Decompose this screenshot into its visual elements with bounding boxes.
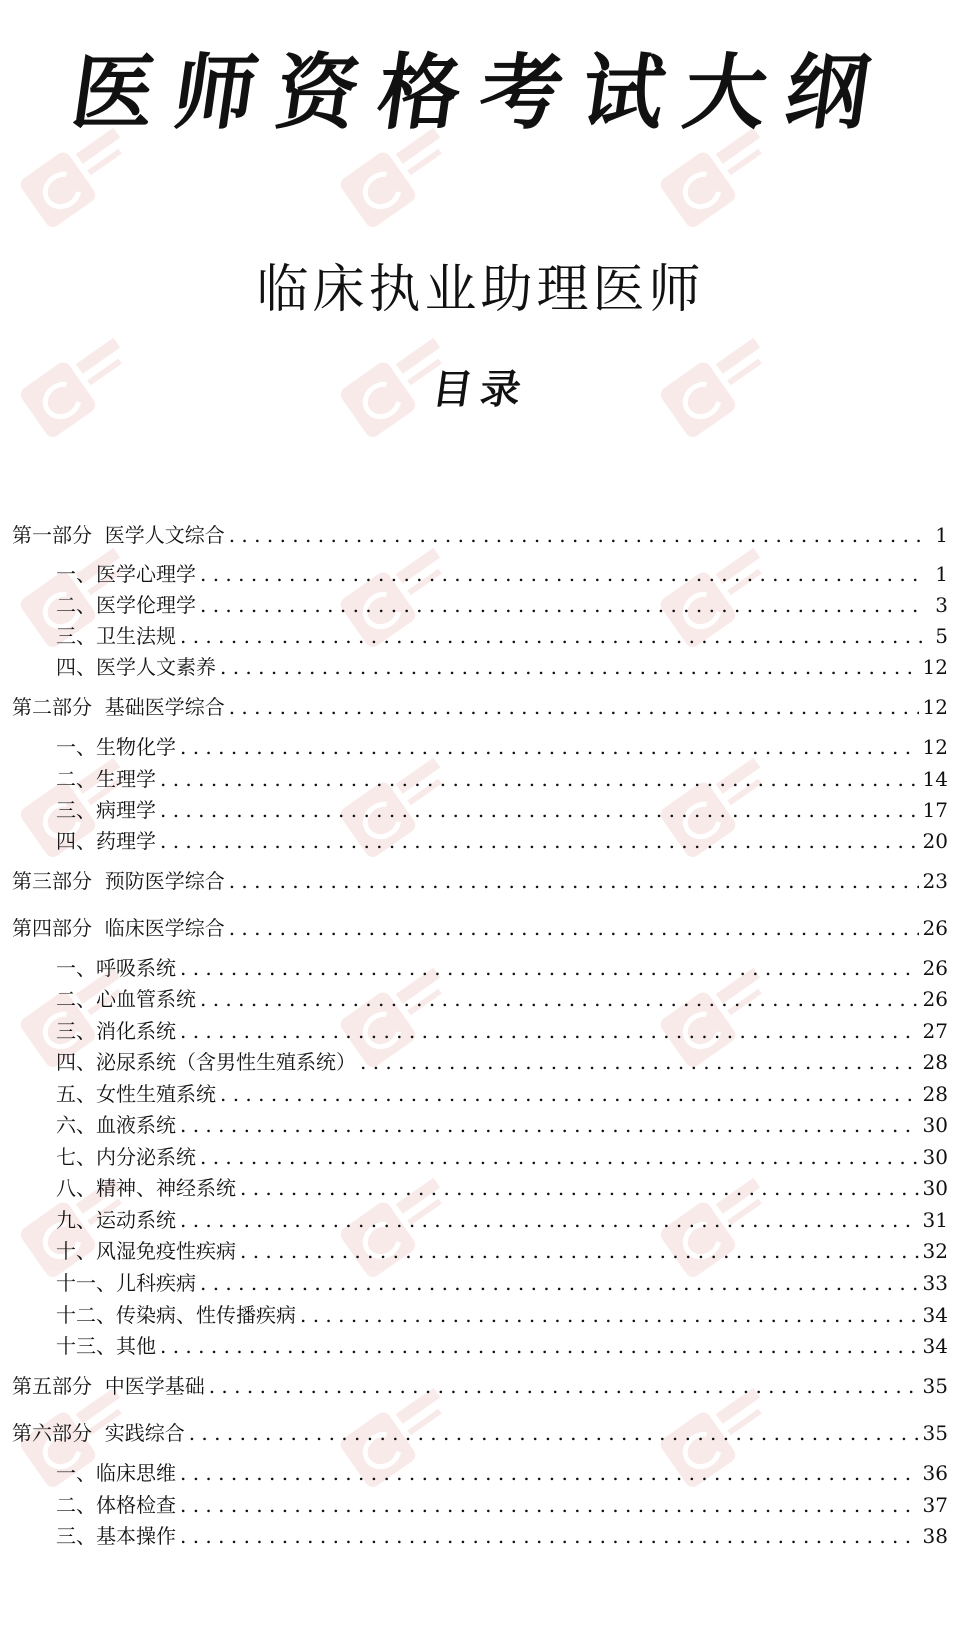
toc-leader-dots <box>180 953 919 983</box>
page-subtitle: 临床执业助理医师 <box>256 260 705 320</box>
toc-entry-label: 九、运动系统 <box>56 1208 176 1232</box>
toc-entry-chapter[interactable] <box>56 1268 948 1298</box>
toc-page-number: 12 <box>922 695 948 719</box>
toc-entry-chapter[interactable] <box>56 1079 948 1109</box>
toc-page-number: 28 <box>922 1050 948 1074</box>
toc-entry-label: 第二部分 基础医学综合 <box>12 695 225 719</box>
toc-entry-chapter[interactable] <box>56 1205 948 1235</box>
toc-page-number: 23 <box>922 869 948 893</box>
toc-page-number: 26 <box>922 987 948 1011</box>
toc-entry-part[interactable] <box>12 1418 948 1448</box>
toc-entry-chapter[interactable] <box>56 953 948 983</box>
toc-entry-label: 第六部分 实践综合 <box>12 1421 185 1445</box>
toc-entry-chapter[interactable] <box>56 621 948 651</box>
toc-leader-dots <box>229 520 924 550</box>
toc-leader-dots <box>240 1173 919 1203</box>
toc-leader-dots <box>160 826 919 856</box>
toc-entry-label: 第三部分 预防医学综合 <box>12 869 225 893</box>
toc-entry-part[interactable] <box>12 520 948 550</box>
toc-entry-label: 三、卫生法规 <box>56 624 176 648</box>
toc-leader-dots <box>180 1490 919 1520</box>
toc-leader-dots <box>200 984 919 1014</box>
toc-leader-dots <box>189 1418 919 1448</box>
toc-leader-dots <box>300 1300 919 1330</box>
toc-entry-label: 一、呼吸系统 <box>56 956 176 980</box>
toc-entry-label: 十三、其他 <box>56 1334 156 1358</box>
toc-entry-chapter[interactable] <box>56 559 948 589</box>
toc-entry-chapter[interactable] <box>56 826 948 856</box>
toc-entry-label: 十二、传染病、性传播疾病 <box>56 1303 296 1327</box>
toc-page-number: 32 <box>922 1239 948 1263</box>
toc-entry-chapter[interactable] <box>56 1300 948 1330</box>
toc-leader-dots <box>200 559 924 589</box>
toc-entry-chapter[interactable] <box>56 1236 948 1266</box>
toc-entry-part[interactable] <box>12 1371 948 1401</box>
toc-entry-label: 三、病理学 <box>56 798 156 822</box>
toc-page-number: 30 <box>922 1176 948 1200</box>
toc-page-number: 35 <box>922 1374 948 1398</box>
toc-entry-chapter[interactable] <box>56 652 948 682</box>
toc-leader-dots <box>360 1047 919 1077</box>
toc-entry-chapter[interactable] <box>56 795 948 825</box>
toc-entry-part[interactable] <box>12 692 948 722</box>
toc-leader-dots <box>180 1458 919 1488</box>
toc-entry-label: 二、心血管系统 <box>56 987 196 1011</box>
toc-page-number: 12 <box>922 735 948 759</box>
toc-leader-dots <box>240 1236 919 1266</box>
toc-entry-chapter[interactable] <box>56 1047 948 1077</box>
toc-entry-label: 第四部分 临床医学综合 <box>12 916 225 940</box>
toc-page-number: 26 <box>922 956 948 980</box>
toc-entry-chapter[interactable] <box>56 1331 948 1361</box>
toc-page-number: 28 <box>922 1082 948 1106</box>
toc-leader-dots <box>209 1371 919 1401</box>
toc-page-number: 38 <box>922 1524 948 1548</box>
toc-entry-part[interactable] <box>12 913 948 943</box>
toc-leader-dots <box>160 1331 919 1361</box>
toc-page-number: 35 <box>922 1421 948 1445</box>
toc-leader-dots <box>200 1142 919 1172</box>
toc-entry-label: 二、体格检查 <box>56 1493 176 1517</box>
toc-page-number: 17 <box>922 798 948 822</box>
toc-entry-label: 八、精神、神经系统 <box>56 1176 236 1200</box>
toc-leader-dots <box>180 1016 919 1046</box>
toc-page-number: 30 <box>922 1145 948 1169</box>
toc-entry-label: 七、内分泌系统 <box>56 1145 196 1169</box>
toc-entry-chapter[interactable] <box>56 590 948 620</box>
toc-page-number: 3 <box>935 593 948 617</box>
toc-entry-label: 一、临床思维 <box>56 1461 176 1485</box>
toc-entry-chapter[interactable] <box>56 1110 948 1140</box>
toc-heading: 目录 <box>429 366 532 413</box>
toc-page-number: 1 <box>935 562 948 586</box>
toc-leader-dots <box>229 913 919 943</box>
toc-leader-dots <box>180 1521 919 1551</box>
toc-entry-label: 五、女性生殖系统 <box>56 1082 216 1106</box>
toc-leader-dots <box>220 1079 919 1109</box>
toc-leader-dots <box>180 1110 919 1140</box>
toc-entry-chapter[interactable] <box>56 1521 948 1551</box>
toc-page-number: 26 <box>922 916 948 940</box>
toc-entry-chapter[interactable] <box>56 1458 948 1488</box>
toc-entry-label: 四、医学人文素养 <box>56 655 216 679</box>
toc-page-number: 34 <box>922 1303 948 1327</box>
toc-entry-label: 六、血液系统 <box>56 1113 176 1137</box>
toc-entry-chapter[interactable] <box>56 732 948 762</box>
toc-entry-chapter[interactable] <box>56 984 948 1014</box>
toc-entry-label: 十一、儿科疾病 <box>56 1271 196 1295</box>
toc-page-number: 14 <box>922 767 948 791</box>
toc-leader-dots <box>180 621 924 651</box>
page-title: 医师资格考试大纲 <box>65 45 896 141</box>
toc-leader-dots <box>160 764 919 794</box>
toc-leader-dots <box>160 795 919 825</box>
toc-entry-label: 一、医学心理学 <box>56 562 196 586</box>
toc-entry-label: 二、医学伦理学 <box>56 593 196 617</box>
toc-entry-label: 二、生理学 <box>56 767 156 791</box>
toc-leader-dots <box>200 1268 919 1298</box>
toc-page-number: 20 <box>922 829 948 853</box>
toc-entry-label: 第五部分 中医学基础 <box>12 1374 205 1398</box>
toc-leader-dots <box>200 590 924 620</box>
toc-entry-label: 十、风湿免疫性疾病 <box>56 1239 236 1263</box>
toc-page-number: 31 <box>922 1208 948 1232</box>
toc-entry-label: 三、消化系统 <box>56 1019 176 1043</box>
toc-page-number: 34 <box>922 1334 948 1358</box>
toc-entry-chapter[interactable] <box>56 1142 948 1172</box>
toc-leader-dots <box>229 692 919 722</box>
toc-leader-dots <box>220 652 919 682</box>
toc-page-number: 36 <box>922 1461 948 1485</box>
toc-entry-label: 一、生物化学 <box>56 735 176 759</box>
toc-page-number: 33 <box>922 1271 948 1295</box>
toc-page-number: 27 <box>922 1019 948 1043</box>
toc-leader-dots <box>180 1205 919 1235</box>
toc-page-number: 1 <box>935 523 948 547</box>
toc-page-number: 12 <box>922 655 948 679</box>
toc-entry-part[interactable] <box>12 866 948 896</box>
toc-entry-label: 四、药理学 <box>56 829 156 853</box>
toc-leader-dots <box>180 732 919 762</box>
toc-page-number: 30 <box>922 1113 948 1137</box>
toc-page-number: 5 <box>935 624 948 648</box>
toc-entry-label: 第一部分 医学人文综合 <box>12 523 225 547</box>
toc-leader-dots <box>229 866 919 896</box>
toc-entry-label: 三、基本操作 <box>56 1524 176 1548</box>
toc-page-number: 37 <box>922 1493 948 1517</box>
toc-entry-label: 四、泌尿系统（含男性生殖系统） <box>56 1050 356 1074</box>
toc-entry-chapter[interactable] <box>56 1173 948 1203</box>
toc-entry-chapter[interactable] <box>56 1016 948 1046</box>
toc-entry-chapter[interactable] <box>56 1490 948 1520</box>
toc-entry-chapter[interactable] <box>56 764 948 794</box>
